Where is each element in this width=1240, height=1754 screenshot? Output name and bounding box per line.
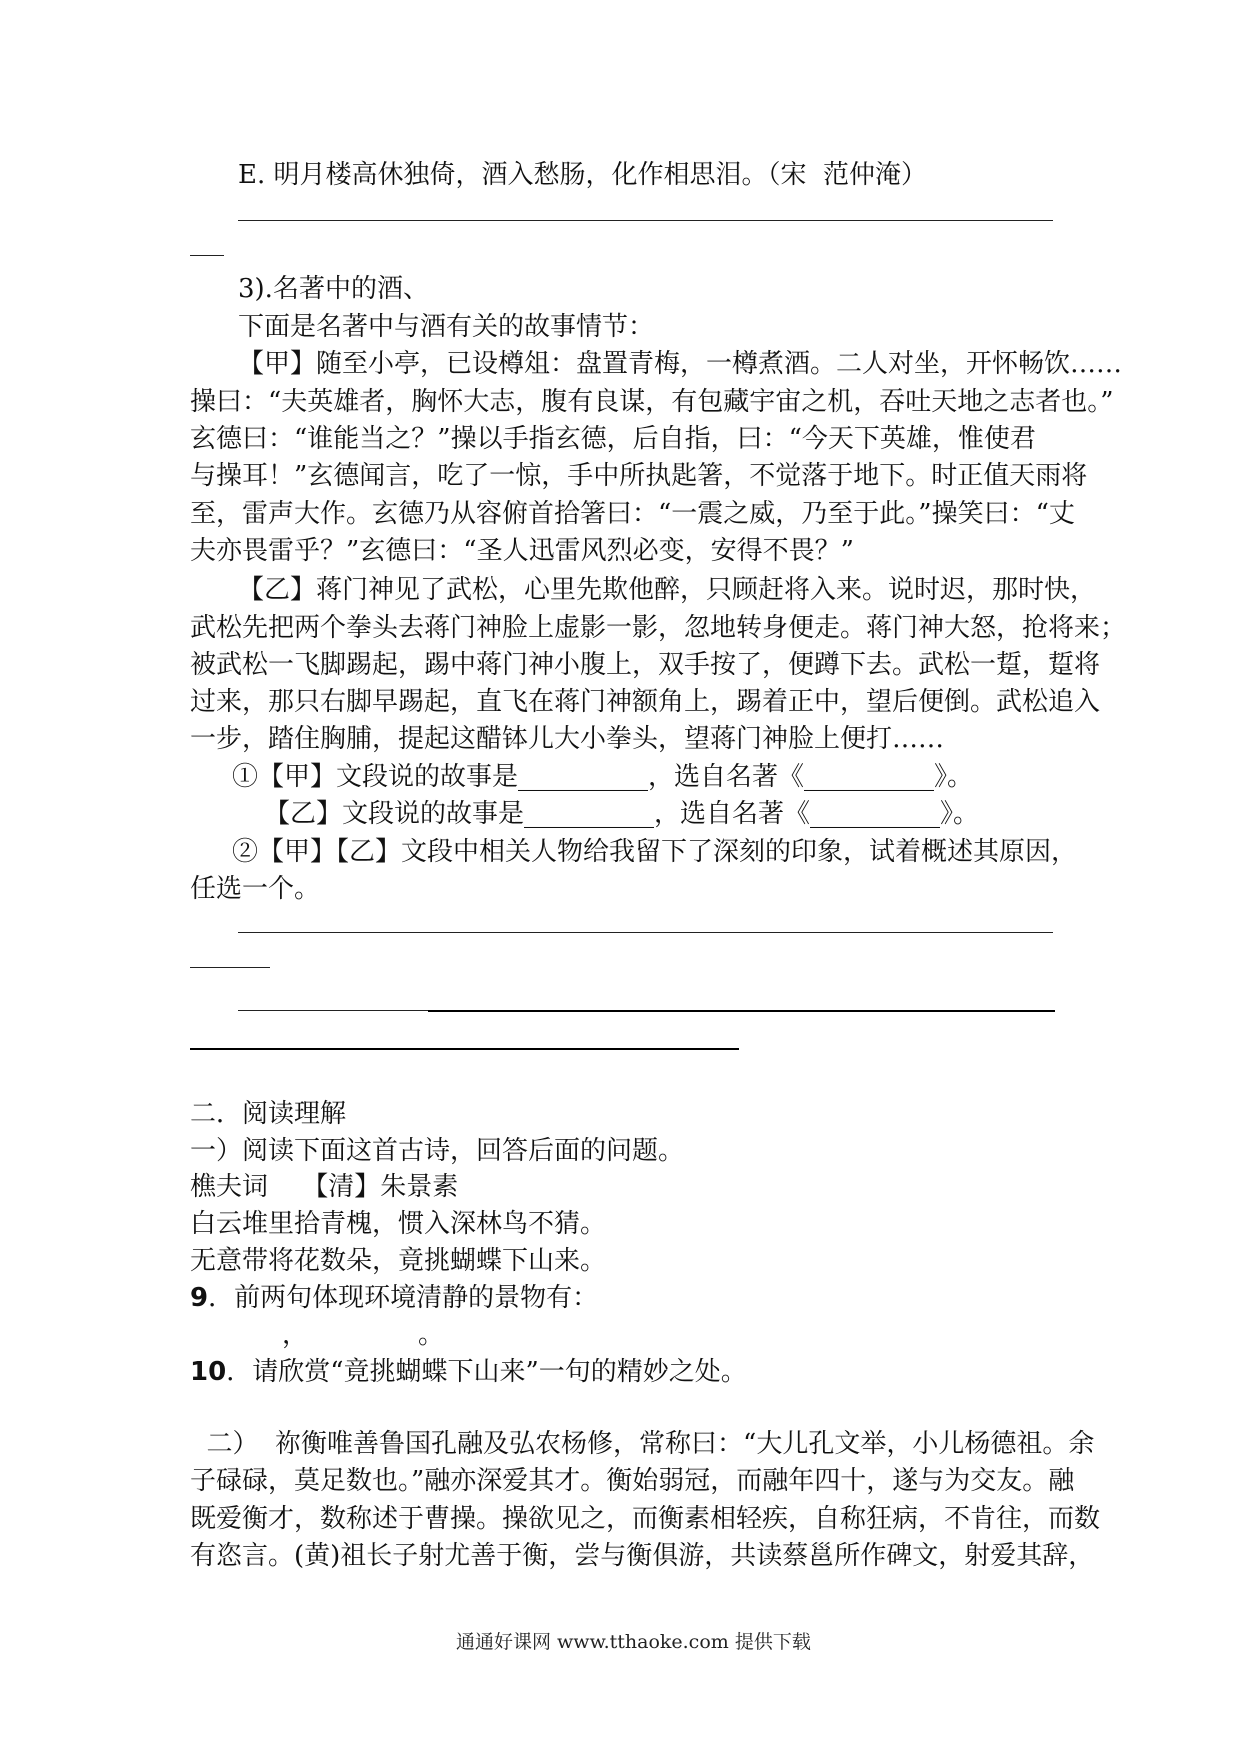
poem-line: 白云堆里拾青槐，惯入深林鸟不猜。 <box>190 1209 607 1239</box>
question-2-line: ②【甲】【乙】文段中相关人物给我留下了深刻的印象，试着概述其原因， <box>232 837 1078 867</box>
passage-b-line: 被武松一飞脚踢起，踢中蒋门神小腹上，双手按了，便蹲下去。武松一踅，踅将 <box>190 650 1101 680</box>
question-number: 9 <box>190 1283 209 1313</box>
passage-b-line: 过来，那只右脚早踢起，直飞在蒋门神额角上，踢着正中，望后便倒。武松追入 <box>190 687 1101 717</box>
blank-separator: 。 <box>418 1320 445 1350</box>
section-heading: 二．阅读理解 <box>190 1099 347 1129</box>
answer-line <box>428 1010 1055 1012</box>
passage-2-line: 二） 祢衡唯善鲁国孔融及弘农杨修，常称曰：“大儿孔文举，小儿杨德祖。余 <box>190 1429 1095 1459</box>
passage-a-line: 【甲】随至小亭，已设樽俎：盘置青梅，一樽煮酒。二人对坐，开怀畅饮…… <box>238 349 1123 379</box>
page-footer: 通通好课网 www.tthaoke.com 提供下载 <box>456 1631 811 1653</box>
passage-a-line: 至，雷声大作。玄德乃从容俯首拾箸曰：“一震之威，乃至于此。”操笑曰：“丈 <box>190 499 1075 529</box>
part1-instruction: 一）阅读下面这首古诗，回答后面的问题。 <box>190 1136 685 1166</box>
blank-separator: ， <box>282 1320 309 1350</box>
poem-title: 樵夫词 【清】朱景素 <box>190 1172 459 1202</box>
passage-2-line: 有恣言。(黄)祖长子射尤善于衡，尝与衡俱游，共读蔡邕所作碑文，射爱其辞， <box>190 1541 1095 1571</box>
question-1b: 【乙】文段说的故事是__________，选自名著《__________》。 <box>264 799 980 829</box>
question-number: 10 <box>190 1357 227 1387</box>
passage-2-line: 既爱衡才，数称述于曹操。操欲见之，而衡素相轻疾，自称狂病，不肯往，而数 <box>190 1504 1101 1534</box>
question-10 <box>190 1355 747 1389</box>
passage-a-line: 玄德曰：“谁能当之？”操以手指玄德，后自指，曰：“今天下英雄，惟使君 <box>190 424 1036 454</box>
passage-b-line: 【乙】蒋门神见了武松，心里先欺他醉，只顾赶将入来。说时迟，那时快， <box>238 575 1097 605</box>
answer-line <box>238 220 1053 221</box>
answer-line <box>190 255 224 256</box>
poem-line-e: E. 明月楼高休独倚，酒入愁肠，化作相思泪。（宋 范仲淹） <box>238 160 928 190</box>
passage-b-line: 武松先把两个拳头去蒋门神脸上虚影一影，忽地转身便走。蒋门神大怒，抢将来； <box>190 613 1127 643</box>
poem-line: 无意带将花数朵，竟挑蝴蝶下山来。 <box>190 1246 607 1276</box>
question-2-line: 任选一个。 <box>190 874 321 904</box>
passage-a-line: 夫亦畏雷乎？”玄德曰：“圣人迅雷风烈必变，安得不畏？” <box>190 536 854 566</box>
answer-line <box>190 1048 739 1050</box>
answer-line <box>238 1010 428 1011</box>
passage-2-line: 子碌碌，莫足数也。”融亦深爱其才。衡始弱冠，而融年四十，遂与为交友。融 <box>190 1466 1075 1496</box>
answer-line <box>238 932 1053 933</box>
question-1a: ①【甲】文段说的故事是__________，选自名著《__________》。 <box>232 762 974 792</box>
section-intro: 下面是名著中与酒有关的故事情节： <box>238 312 655 342</box>
section-heading: 3).名著中的酒、 <box>238 274 429 304</box>
question-text: ．请欣赏“竟挑蝴蝶下山来”一句的精妙之处。 <box>226 1357 747 1387</box>
answer-line <box>190 967 270 968</box>
passage-a-line: 与操耳！”玄德闻言，吃了一惊，手中所执匙箸，不觉落于地下。时正值天雨将 <box>190 461 1088 491</box>
passage-a-line: 操曰：“夫英雄者，胸怀大志，腹有良谋，有包藏宇宙之机，吞吐天地之志者也。” <box>190 387 1114 417</box>
question-9 <box>190 1281 598 1315</box>
question-text: ．前两句体现环境清静的景物有： <box>208 1283 599 1313</box>
passage-b-line: 一步，踏住胸脯，提起这醋钵儿大小拳头，望蒋门神脸上便打…… <box>190 724 945 754</box>
